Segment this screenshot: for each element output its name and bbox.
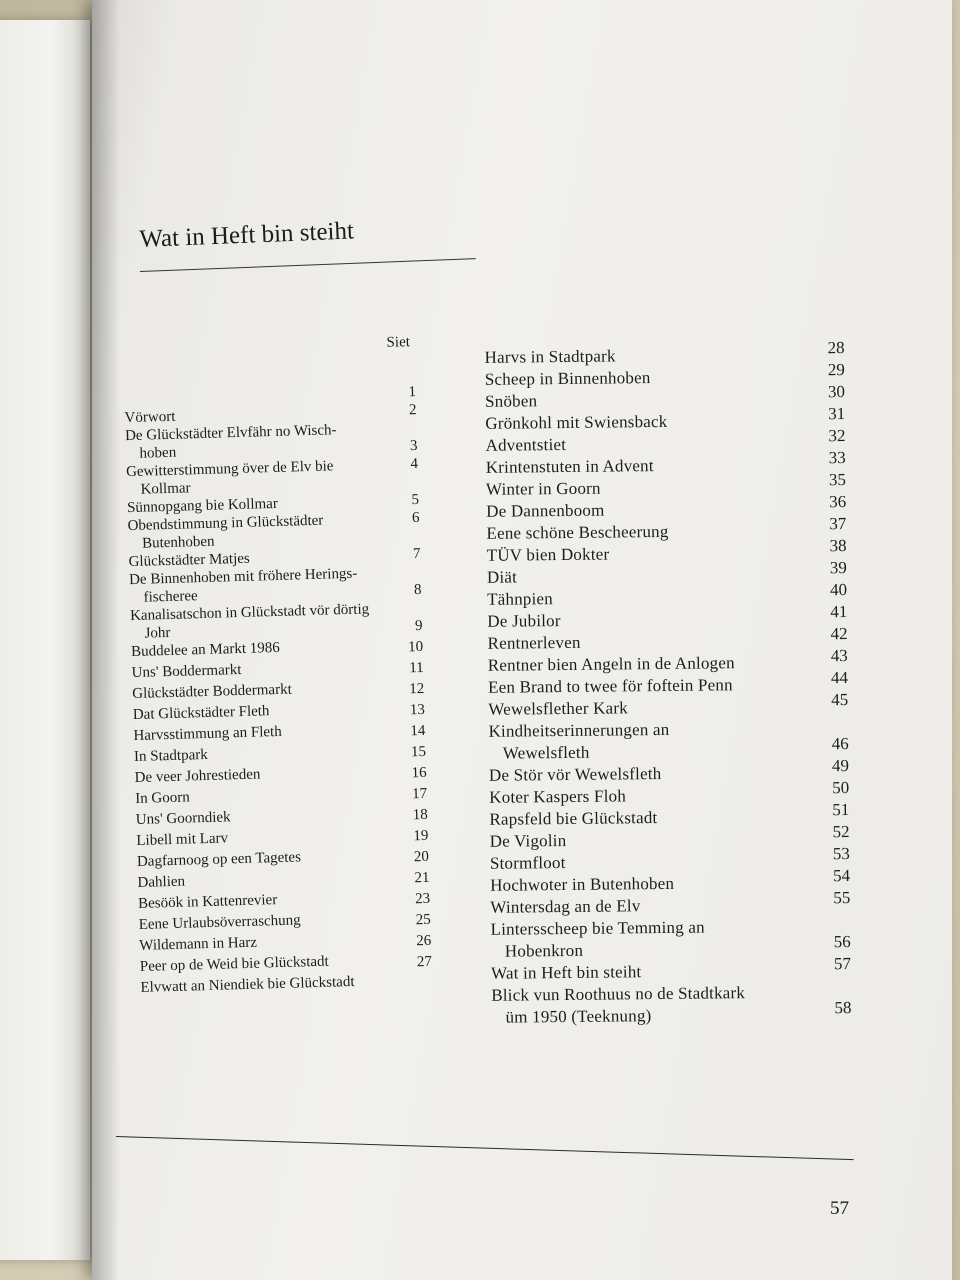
toc-entry-page: 29 [827, 360, 845, 380]
toc-entry-page: 28 [827, 338, 845, 358]
toc-entry-page: 23 [414, 890, 431, 908]
toc-entry-page: 1 [408, 384, 417, 401]
toc-entry-title: Kindheitserinnerungen an [488, 719, 670, 741]
toc-entry-page: 18 [412, 806, 428, 824]
toc-entry-title: Butenhoben [141, 533, 215, 552]
toc-entry-title: Elvwatt an Niendiek bie Glückstadt [140, 973, 355, 996]
toc-entry-page: 31 [828, 404, 846, 424]
toc-entry-page: 13 [409, 701, 426, 719]
toc-entry-page: 55 [833, 888, 851, 908]
toc-entry-title: Kanalisatschon in Glückstadt vör dörtig [129, 601, 370, 625]
toc-entry-page: 21 [414, 869, 430, 887]
toc-entry-title: Vörwort [124, 408, 176, 427]
toc-entry-page: 9 [414, 617, 423, 635]
toc-entry-page: 27 [416, 953, 433, 971]
toc-entry-title: Adventstiet [485, 434, 567, 455]
toc-entry-title: Obendstimmung in Glückstädter [127, 512, 324, 535]
toc-entry-page: 53 [832, 844, 850, 864]
toc-entry-title: Lintersscheep bie Temming an [490, 917, 705, 939]
toc-entry-title: Een Brand to twee för foftein Penn [487, 675, 733, 697]
toc-entry-title: Rentner bien Angeln in de Anlogen [487, 653, 735, 675]
toc-entry-page: 11 [408, 659, 424, 677]
toc-entry-page: 38 [829, 536, 847, 556]
toc-entry-title: De veer Johrestieden [134, 766, 261, 787]
toc-entry-page: 17 [411, 785, 428, 803]
toc-entry-title: De Glückstädter Elvfähr no Wisch- [124, 422, 337, 445]
toc-entry-title: Wintersdag an de Elv [490, 896, 641, 917]
toc-entry-title: Dagfarnoog op een Tagetes [136, 849, 302, 870]
toc-entry-page: 49 [831, 756, 850, 776]
toc-entry-title: Libell mit Larv [136, 830, 229, 849]
toc-entry-page: 54 [832, 866, 851, 886]
toc-entry-page: 42 [830, 624, 848, 644]
toc-entry-page: 50 [832, 778, 850, 798]
toc-entry-title: fischeree [143, 588, 198, 606]
toc-entry-page: 5 [411, 491, 420, 509]
toc-entry-page: 46 [831, 734, 849, 754]
toc-entry-title: Besöök in Kattenrevier [137, 892, 278, 912]
toc-entry-title: Gewitterstimmung över de Elv bie [125, 458, 334, 481]
toc-entry-title: Wildemann in Harz [139, 934, 258, 954]
toc-entry-title: Peer op de Weid bie Glückstadt [139, 953, 329, 975]
toc-entry-title: Kollmar [140, 480, 191, 498]
toc-entry-page: 39 [829, 558, 847, 578]
toc-entry-page: 36 [829, 492, 847, 512]
toc-entry-title: De Dannenboom [486, 500, 605, 521]
toc-entry-title: Scheep in Binnenhoben [484, 368, 651, 389]
toc-entry-title: Winter in Goorn [485, 478, 601, 499]
toc-entry-title: Hobenkron [504, 940, 584, 961]
toc-entry-title: Blick vun Roothuus no de Stadtkark [491, 983, 746, 1005]
toc-entry-title: Krintenstuten in Advent [485, 456, 654, 477]
toc-entry-title: Rapsfeld bie Glückstadt [489, 808, 658, 829]
page-column-label: Siet [386, 334, 411, 351]
toc-entry-title: Koter Kaspers Floh [489, 786, 627, 807]
toc-entry-page: 45 [831, 690, 849, 710]
toc-entry-title: Dat Glückstädter Fleth [132, 703, 270, 724]
toc-entry-title: De Jubilor [487, 611, 561, 631]
toc-entry-title: Harvs in Stadtpark [484, 346, 616, 367]
toc-entry-page: 20 [413, 848, 430, 866]
toc-entry-page: 43 [830, 646, 848, 666]
toc-entry-page: 3 [409, 437, 418, 455]
toc-entry-title: Rentnerleven [487, 632, 581, 653]
toc-entry-title: In Goorn [134, 789, 190, 807]
toc-entry-page: 56 [833, 932, 851, 952]
toc-entry-title: Johr [144, 624, 171, 642]
toc-entry-page: 2 [408, 401, 417, 419]
toc-entry-page: 41 [830, 602, 848, 622]
toc-entry-title: De Vigolin [489, 830, 567, 851]
toc-entry-page: 58 [834, 998, 852, 1018]
toc-entry-title: Grönkohl mit Swiensback [485, 411, 668, 433]
toc-entry-page: 19 [413, 827, 429, 845]
toc-entry-page: 7 [412, 545, 421, 563]
toc-entry-title: Diät [486, 567, 518, 587]
toc-entry-page: 32 [828, 426, 846, 446]
toc-entry-page: 33 [828, 448, 846, 468]
toc-entry-title: Eene schöne Bescheerung [486, 521, 669, 543]
toc-heading: Wat in Heft bin steiht [138, 217, 355, 254]
toc-entry-page: 8 [413, 581, 422, 599]
toc-entry-title: Dahlien [137, 873, 186, 891]
toc-entry-title: Wewelsflether Kark [488, 698, 628, 719]
toc-entry-title: De Stör vör Wewelsfleth [488, 763, 662, 785]
toc-entry-title: Uns' Goorndiek [135, 809, 231, 828]
toc-entry-page: 10 [407, 638, 424, 656]
toc-entry-page: 15 [410, 743, 427, 761]
toc-entry-title: Tähnpien [487, 589, 554, 609]
toc-entry-title: Sünnopgang bie Kollmar [126, 495, 279, 517]
toc-entry-title: Harvsstimmung an Fleth [133, 723, 282, 745]
toc-entry-title: Wat in Heft bin steiht [490, 962, 642, 983]
toc-entry-title: Uns' Boddermarkt [131, 661, 242, 682]
toc-entry-page: 26 [416, 932, 432, 950]
toc-entry-title: hoben [139, 444, 177, 462]
toc-entry-page: 12 [409, 680, 425, 698]
toc-entry-page: 6 [411, 509, 420, 527]
toc-entry-page: 35 [828, 470, 847, 490]
toc-entry-title: üm 1950 (Teeknung) [505, 1006, 652, 1027]
toc-entry-title: Eene Urlaubsöverraschung [138, 912, 301, 933]
toc-entry-page: 4 [410, 455, 419, 473]
toc-entry-page: 37 [829, 514, 847, 534]
toc-entry-title: Glückstädter Boddermarkt [132, 681, 292, 703]
toc-entry-title: In Stadtpark [133, 746, 208, 766]
toc-entry-page: 51 [832, 800, 850, 820]
page-number: 57 [830, 1198, 849, 1219]
toc-entry-page: 44 [830, 668, 849, 688]
toc-entry-page: 14 [410, 722, 426, 740]
toc-entry-title: Snöben [484, 391, 538, 411]
toc-entry-title: Buddelee an Markt 1986 [130, 639, 280, 661]
toc-entry-page: 30 [827, 382, 846, 402]
toc-entry-page: 25 [415, 911, 431, 929]
toc-entry-title: Wewelsfleth [502, 742, 590, 763]
toc-entry-page: 52 [832, 822, 850, 842]
toc-entry-title: Hochwoter in Butenhoben [490, 873, 675, 895]
toc-entry-page: 16 [411, 764, 427, 782]
toc-entry-title: Stormfloot [489, 852, 566, 873]
toc-entry-page: 57 [833, 954, 852, 974]
toc-entry-title: TÜV bien Dokter [486, 544, 610, 565]
toc-entry-title: Glückstädter Matjes [128, 550, 250, 571]
toc-entry-page: 40 [829, 580, 848, 600]
toc-entry-title: De Binnenhoben mit fröhere Herings- [128, 565, 358, 589]
